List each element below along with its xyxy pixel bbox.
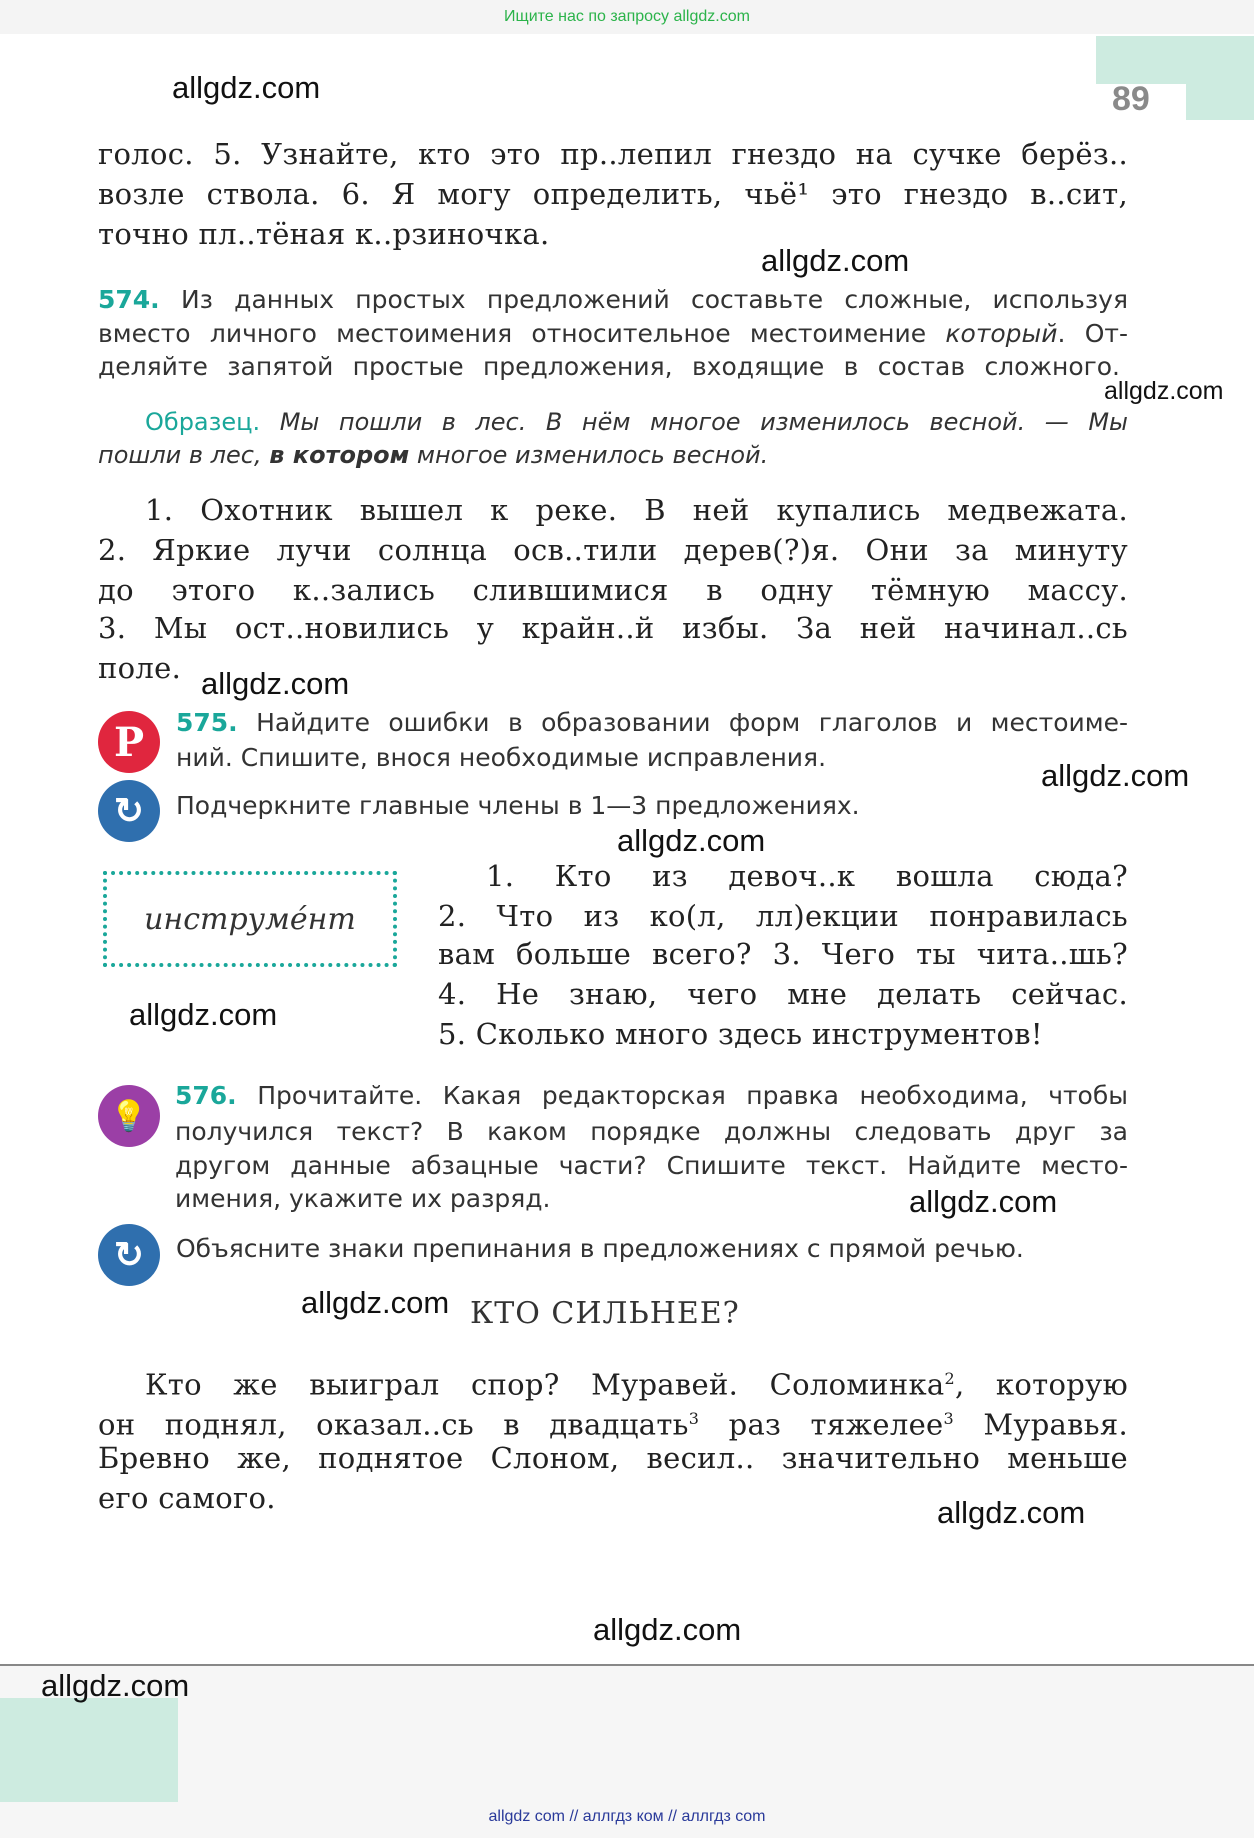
ex576-task-2: Объясните знаки препинания в предложениях с прямой речью. <box>176 1234 1024 1263</box>
watermark: allgdz.com <box>617 823 766 858</box>
story-line-2: он поднял, оказал..сь в двадцать$^3$ раз тяжелее$^3$ Муравья. <box>98 1407 1128 1442</box>
watermark: allgdz.com <box>201 666 350 701</box>
watermark: allgdz.com <box>937 1495 1086 1530</box>
watermark: allgdz.com <box>172 70 321 105</box>
ex574-text-line-3: до этого к..зались слившимися в одну тёмную массу. <box>98 573 1128 607</box>
watermark: allgdz.com <box>129 997 278 1032</box>
ex574-line-3: деляйте запятой простые предложения, входящие в состав сложного. <box>98 352 1120 381</box>
ex575-number: 575. <box>176 708 238 737</box>
ex575-text-line-5: 5. Сколько много здесь инструментов! <box>438 1017 1043 1051</box>
ex575-text-line-1: 1. Кто из девоч..к вошла сюда? <box>486 859 1128 893</box>
page-number: 89 <box>1112 80 1150 118</box>
lightbulb-icon: 💡 <box>98 1085 160 1147</box>
watermark: allgdz.com <box>41 1668 190 1703</box>
ex574-line-1: 574. Из данных простых предложений составьте сложные, используя <box>98 285 1128 314</box>
corner-decoration-bottom <box>0 1698 178 1802</box>
rule-icon: Р <box>98 711 160 773</box>
word-box: инструме́нт <box>103 871 397 967</box>
ex574-sample-line-2: пошли в лес, в котором многое изменилось весной. <box>98 441 769 469</box>
repeat-icon-2: ↻ <box>98 1224 160 1286</box>
watermark: allgdz.com <box>593 1612 742 1647</box>
watermark: allgdz.com <box>301 1285 450 1320</box>
watermark: allgdz.com <box>909 1184 1058 1219</box>
ex576-number: 576. <box>175 1081 237 1110</box>
ex575-text-line-3: вам больше всего? 3. Чего ты чита..шь? <box>438 937 1128 971</box>
ex574-text-line-1: 1. Охотник вышел к реке. В ней купались медвежата. <box>145 493 1128 527</box>
ex575-text-line-2: 2. Что из ко(л, лл)екции понравилась <box>438 899 1128 933</box>
intro-line-2: возле ствола. 6. Я могу определить, чьё¹ это гнездо в..сит, <box>98 177 1128 211</box>
footer-links: allgdz com // аллгдз ком // аллгдз com <box>488 1808 766 1825</box>
ex576-line-3: другом данные абзацные части? Спишите текст. Найдите место- <box>175 1151 1128 1180</box>
ex575-text-line-4: 4. Не знаю, чего мне делать сейчас. <box>438 977 1128 1011</box>
story-line-3: Бревно же, поднятое Слоном, весил.. значительно меньше <box>98 1441 1128 1475</box>
sample-label: Образец. <box>145 408 261 436</box>
intro-line-1: голос. 5. Узнайте, кто это пр..лепил гнездо на сучке берёз.. <box>98 137 1128 171</box>
ex576-line-2: получился текст? В каком порядке должны следовать друг за <box>175 1117 1128 1146</box>
repeat-icon: ↻ <box>98 780 160 842</box>
watermark: allgdz.com <box>1041 758 1190 793</box>
ex574-text-line-5: поле. <box>98 651 182 685</box>
ex576-line-4: имения, укажите их разряд. <box>175 1184 551 1213</box>
story-heading: КТО СИЛЬНЕЕ? <box>470 1296 740 1331</box>
ex574-sample-line-1: Образец. Мы пошли в лес. В нём многое изменилось весной. — Мы <box>145 408 1128 436</box>
ex574-text-line-4: 3. Мы ост..новились у крайн..й избы. За ней начинал..сь <box>98 611 1128 645</box>
story-line-4: его самого. <box>98 1481 276 1515</box>
ex575-line-1: 575. Найдите ошибки в образовании форм глаголов и местоиме- <box>176 708 1128 737</box>
top-banner: Ищите нас по запросу allgdz.com <box>0 0 1254 34</box>
ex576-line-1: 576. Прочитайте. Какая редакторская правка необходима, чтобы <box>175 1081 1129 1110</box>
ex575-task-2: Подчеркните главные члены в 1—3 предложениях. <box>176 791 860 820</box>
watermark: allgdz.com <box>1104 377 1224 405</box>
ex574-line-2: вместо личного местоимения относительное местоимение который. От- <box>98 319 1129 348</box>
ex574-number: 574. <box>98 285 160 314</box>
ex574-text-line-2: 2. Яркие лучи солнца осв..тили дерев(?)я. Они за минуту <box>98 533 1128 567</box>
watermark: allgdz.com <box>761 243 910 278</box>
ex575-line-2: ний. Спишите, внося необходимые исправления. <box>176 743 827 772</box>
intro-line-3: точно пл..тёная к..рзиночка. <box>98 217 550 251</box>
story-line-1: Кто же выиграл спор? Муравей. Соломинка$^2$, которую <box>145 1367 1128 1402</box>
